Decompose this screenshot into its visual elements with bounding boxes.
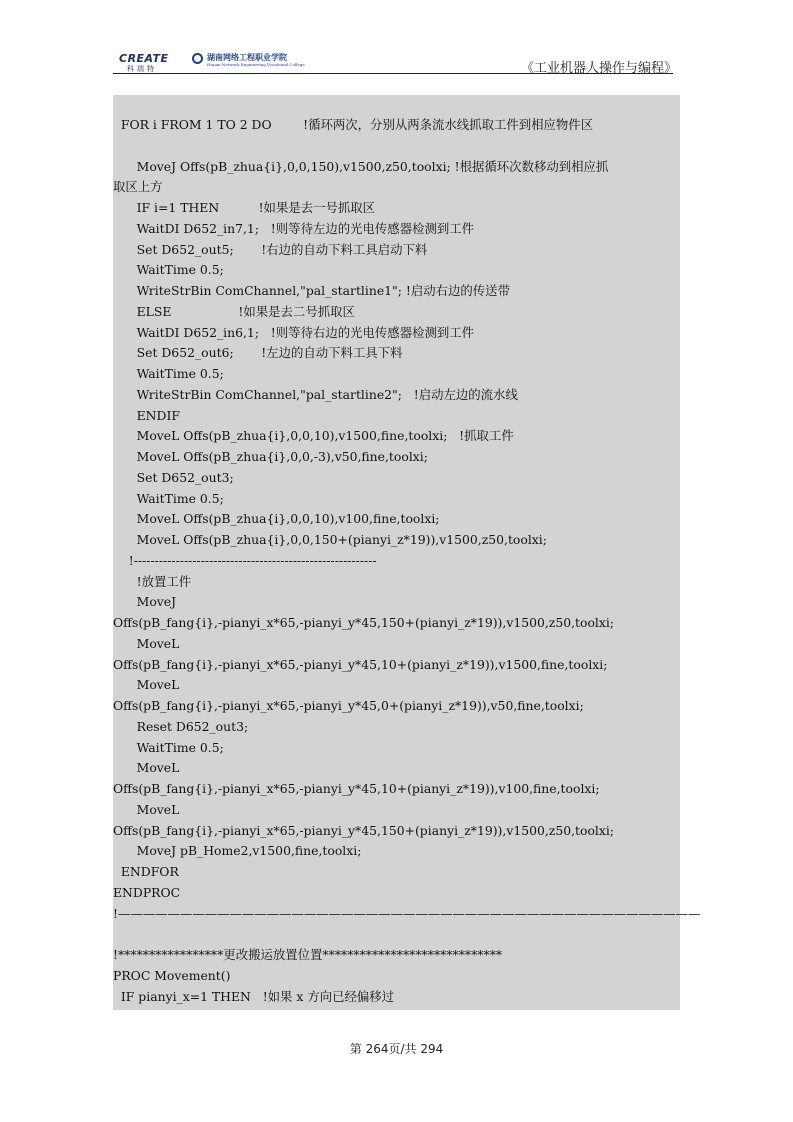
- create-logo-subtitle: 科瑞特: [127, 65, 157, 73]
- code-line: WaitTime 0.5;: [113, 262, 224, 278]
- code-line: WaitTime 0.5;: [113, 490, 224, 506]
- code-line: Offs(pB_fang{i},-pianyi_x*65,-pianyi_y*45,150+(pianyi_z*19)),v1500,z50,toolxi;: [113, 615, 615, 630]
- code-line: !———————————————————————————————————————————————: [113, 905, 701, 921]
- code-line: PROC Movement(): [113, 967, 231, 983]
- code-line: ELSE !如果是去二号抓取区: [113, 303, 355, 319]
- code-line: Set D652_out3;: [113, 469, 234, 485]
- code-line: MoveL: [113, 801, 180, 817]
- code-line: Set D652_out6; !左边的自动下料工具下料: [113, 345, 403, 361]
- code-line: Reset D652_out3;: [113, 718, 249, 734]
- code-line: WaitTime 0.5;: [113, 739, 224, 755]
- code-line: MoveL: [113, 635, 180, 651]
- code-line: MoveL: [113, 677, 180, 693]
- create-logo: CREATE: [119, 52, 169, 65]
- page-number: 第 264页/共 294: [349, 1042, 444, 1056]
- code-line: MoveL Offs(pB_zhua{i},0,0,10),v1500,fine,toolxi; !抓取工件: [113, 428, 514, 444]
- school-logo-subtitle: Hunan Network Engineering Vocational College: [207, 62, 305, 67]
- code-line: Set D652_out5; !右边的自动下料工具启动下料: [113, 241, 428, 257]
- code-line: Offs(pB_fang{i},-pianyi_x*65,-pianyi_y*45,0+(pianyi_z*19)),v50,fine,toolxi;: [113, 698, 584, 713]
- code-line: WriteStrBin ComChannel,"pal_startline1"; !启动右边的传送带: [113, 283, 510, 298]
- code-line: Offs(pB_fang{i},-pianyi_x*65,-pianyi_y*45,10+(pianyi_z*19)),v1500,fine,toolxi;: [113, 656, 608, 672]
- code-line: MoveJ Offs(pB_zhua{i},0,0,150),v1500,z50,toolxi; !根据循环次数移动到相应抓: [113, 158, 609, 174]
- code-line: !放置工件: [113, 573, 192, 589]
- code-line: 取区上方: [113, 179, 163, 195]
- header-divider: [113, 73, 673, 74]
- code-line: ENDFOR: [113, 864, 179, 879]
- code-line: WaitDI D652_in6,1; !则等待右边的光电传感器检测到工件: [113, 324, 475, 340]
- code-line: IF pianyi_x=1 THEN !如果 x 方向已经偏移过: [113, 988, 395, 1004]
- code-line: MoveL: [113, 760, 180, 776]
- code-line: MoveJ pB_Home2,v1500,fine,toolxi;: [113, 843, 362, 859]
- page-header: [113, 48, 677, 76]
- code-line: ENDPROC: [113, 884, 181, 900]
- code-line: WriteStrBin ComChannel,"pal_startline2"; !启动左边的流水线: [113, 386, 518, 402]
- code-line: MoveL Offs(pB_zhua{i},0,0,10),v100,fine,toolxi;: [113, 511, 440, 527]
- code-line: ENDIF: [113, 407, 180, 423]
- code-line: !----------------------------------------------------------: [113, 552, 377, 568]
- code-line: MoveL Offs(pB_zhua{i},0,0,150+(pianyi_z*19)),v1500,z50,toolxi;: [113, 532, 547, 547]
- code-line: WaitDI D652_in7,1; !则等待左边的光电传感器检测到工件: [113, 220, 475, 236]
- code-listing: [113, 95, 701, 1010]
- code-line: IF i=1 THEN !如果是去一号抓取区: [113, 200, 376, 215]
- code-line: MoveL Offs(pB_zhua{i},0,0,-3),v50,fine,toolxi;: [113, 449, 428, 464]
- code-line: FOR i FROM 1 TO 2 DO !循环两次，分别从两条流水线抓取工件到相应物件区: [113, 117, 594, 132]
- school-emblem-icon: [192, 53, 203, 64]
- code-line: MoveJ: [113, 594, 177, 610]
- code-line: Offs(pB_fang{i},-pianyi_x*65,-pianyi_y*45,10+(pianyi_z*19)),v100,fine,toolxi;: [113, 781, 600, 796]
- school-logo: 湖南网络工程职业学院: [207, 52, 287, 62]
- code-line: Offs(pB_fang{i},-pianyi_x*65,-pianyi_y*45,150+(pianyi_z*19)),v1500,z50,toolxi;: [113, 822, 615, 838]
- code-line: WaitTime 0.5;: [113, 366, 224, 381]
- code-line: !*****************更改搬运放置位置*****************************: [113, 947, 503, 962]
- book-title: 《工业机器人操作与编程》: [520, 61, 677, 76]
